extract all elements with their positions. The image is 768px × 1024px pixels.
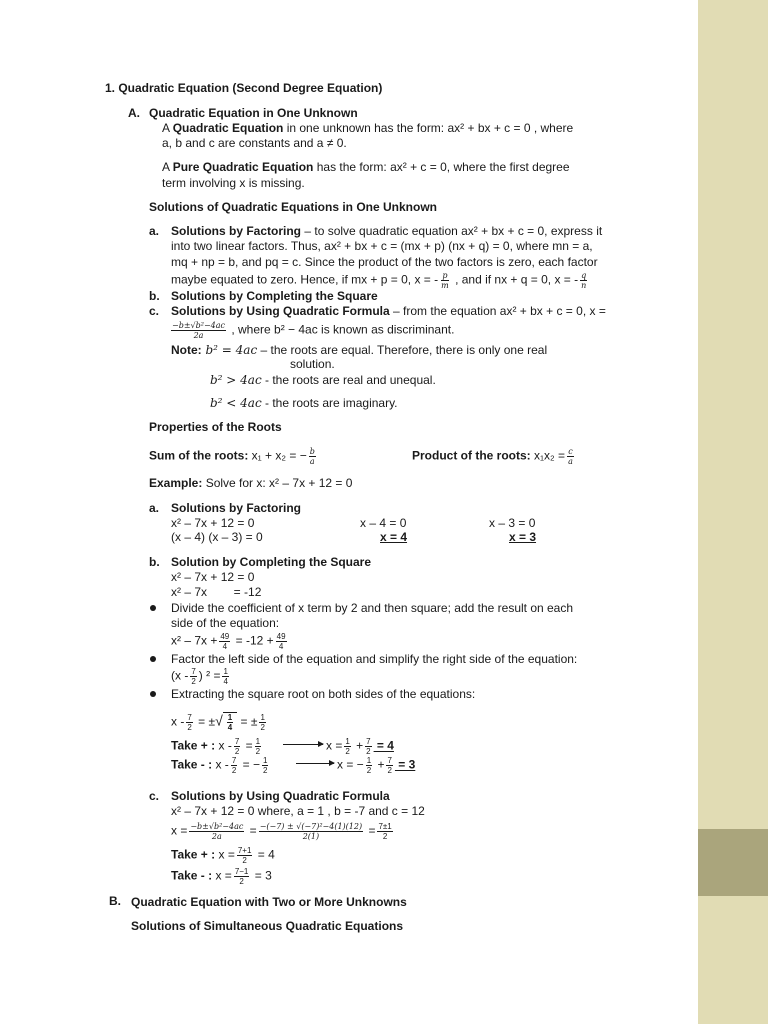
take-plus-result: x = $\frac{1}{2}$ + $\frac{7}{2}$ = 4	[326, 737, 394, 756]
solutions-heading: Solutions of Quadratic Equations in One Unknown	[149, 200, 438, 214]
properties-heading: Properties of the Roots	[149, 420, 282, 434]
formula-substitution: x = $\frac{\text{−b±√b²−4ac}}{2a}$ = $\frac{\text{−(−7) ± √(−7)²−4(1)(12)}}{2(1)}$ = $\frac{7\pm 1}{2}$	[171, 822, 392, 841]
method-factoring-line4: maybe equated to zero. Hence, if mx + p = 0, x = - $\frac{p}{m}$ , and if nx + q = 0, x = - $\frac{q}{n}$	[171, 271, 587, 290]
completing-step-3: x² – 7x + $\frac{49}{4}$ = -12 + $\frac{49}{4}$	[171, 632, 286, 651]
completing-step-4: (x - $\frac{7}{2}$ ) ² = $\frac{1}{4}$	[171, 667, 228, 686]
factoring-root1-eq: x – 4 = 0	[360, 516, 407, 530]
take-minus-result: x = − $\frac{1}{2}$ + $\frac{7}{2}$ = 3	[337, 756, 416, 775]
factoring-step-2: (x – 4) (x – 3) = 0	[171, 530, 263, 544]
main-heading: 1. Quadratic Equation (Second Degree Equation)	[105, 81, 383, 95]
example-statement: Example: Solve for x: x² – 7x + 12 = 0	[149, 476, 353, 490]
formula-take-plus: Take + : x = $\frac{7+1}{2}$ = 4	[171, 846, 275, 865]
factoring-root2-eq: x – 3 = 0	[489, 516, 536, 530]
page-margin-band	[698, 829, 768, 896]
section-a-title: Quadratic Equation in One Unknown	[149, 106, 358, 120]
take-minus-step: Take - : x - $\frac{7}{2}$ = − $\frac{1}{2}$	[171, 756, 268, 775]
note-equal-roots: Note: b² = 4ac – the roots are equal. Therefore, there is only one real	[171, 343, 548, 357]
method-factoring: Solutions by Factoring – to solve quadratic equation ax² + bx + c = 0, express it	[171, 224, 603, 238]
definition-pure-quadratic-line2: term involving x is missing.	[162, 176, 305, 190]
section-a-label: A.	[128, 106, 140, 120]
arrow-right-icon	[283, 744, 323, 745]
method-completing-square: Solutions by Completing the Square	[171, 289, 378, 303]
example-formula-title: Solutions by Using Quadratic Formula	[171, 789, 390, 803]
factoring-root2: x = 3	[509, 530, 537, 544]
instruction-divide-cont: side of the equation:	[171, 616, 280, 630]
formula-coefficients: x² – 7x + 12 = 0 where, a = 1 , b = -7 and c = 12	[171, 804, 425, 818]
instruction-extract-root: Extracting the square root on both sides of the equations:	[171, 687, 476, 701]
note-equal-roots-cont: solution.	[290, 357, 335, 371]
method-a-label: a.	[149, 224, 160, 238]
example-factoring-title: Solutions by Factoring	[171, 501, 302, 515]
definition-pure-quadratic: A Pure Quadratic Equation has the form: ax² + c = 0, where the first degree	[162, 160, 570, 174]
arrow-right-icon	[296, 763, 334, 764]
completing-step-1: x² – 7x + 12 = 0	[171, 570, 255, 584]
definition-quadratic: A Quadratic Equation in one unknown has the form: ax² + bx + c = 0 , where	[162, 121, 574, 135]
section-b-title: Quadratic Equation with Two or More Unknowns	[131, 895, 407, 909]
formula-take-minus: Take - : x = $\frac{7-1}{2}$ = 3	[171, 867, 272, 886]
instruction-factor: Factor the left side of the equation and simplify the right side of the equation:	[171, 652, 578, 666]
take-plus-step: Take + : x - $\frac{7}{2}$ = $\frac{1}{2}$	[171, 737, 261, 756]
note-real-roots: b² > 4ac - the roots are real and unequal.	[210, 373, 436, 387]
method-factoring-line3: mq + np = b, and pq = c. Since the product of the two factors is zero, each factor	[171, 255, 598, 269]
product-of-roots: Product of the roots: x₁x₂ = $\frac{c}{a}$	[412, 447, 573, 466]
note-imaginary-roots: b² < 4ac - the roots are imaginary.	[210, 396, 398, 410]
section-b-label: B.	[109, 894, 121, 908]
example-completing-title: Solution by Completing the Square	[171, 555, 372, 569]
method-quadratic-formula: Solutions by Using Quadratic Formula – from the equation ax² + bx + c = 0, x =	[171, 304, 606, 318]
method-b-label: b.	[149, 289, 160, 303]
sum-of-roots: Sum of the roots: x₁ + x₂ = − $\frac{b}{a}$	[149, 447, 315, 466]
completing-step-2: x² – 7x = -12	[171, 585, 262, 599]
example-b-label: b.	[149, 555, 160, 569]
factoring-root1: x = 4	[380, 530, 408, 544]
bullet	[150, 656, 156, 662]
example-c-label: c.	[149, 789, 160, 803]
section-b-subtitle: Solutions of Simultaneous Quadratic Equations	[131, 919, 404, 933]
bullet	[150, 605, 156, 611]
instruction-divide: Divide the coefficient of x term by 2 and then square; add the result on each	[171, 601, 574, 615]
bullet	[150, 691, 156, 697]
method-factoring-line2: into two linear factors. Thus, ax² + bx + c = (mx + p) (nx + q) = 0, where mn = a,	[171, 239, 593, 253]
factoring-step-1: x² – 7x + 12 = 0	[171, 516, 255, 530]
definition-quadratic-line2: a, b and c are constants and a ≠ 0.	[162, 136, 347, 150]
completing-step-5: x - $\frac{7}{2}$ = ±√ $\frac{1}{4}$ = ± $\frac{1}{2}$	[171, 712, 265, 732]
method-c-label: c.	[149, 304, 160, 318]
example-a-label: a.	[149, 501, 160, 515]
quadratic-formula: $\frac{\text{−b±√b²−4ac}}{2a}$ , where b² − 4ac is known as discriminant.	[172, 321, 455, 340]
